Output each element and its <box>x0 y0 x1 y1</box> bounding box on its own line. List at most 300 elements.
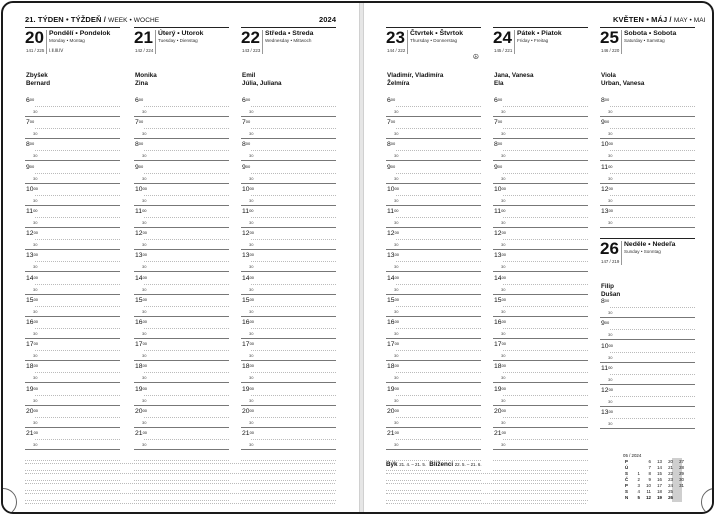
hour-number: 6 <box>26 97 30 104</box>
hour-number: 15 <box>26 296 34 304</box>
wd-hour-label <box>387 275 399 282</box>
day-name-alt: Tuesday • Dienstag <box>158 38 198 43</box>
hour-line <box>241 405 336 406</box>
planner-spread <box>1 1 714 514</box>
half-hour-label: 30 <box>142 242 147 248</box>
wd-hour-label <box>242 386 254 393</box>
hour-minutes: 00 <box>394 385 400 391</box>
nameday-name: Vladimír, Vladimíra <box>387 72 444 79</box>
nameday-name: Urban, Vanesa <box>601 79 645 87</box>
notes-line[interactable] <box>493 480 588 481</box>
hour-line <box>493 294 588 295</box>
mini-day: 11 <box>646 489 651 494</box>
wd-hour-label <box>242 319 254 326</box>
quarter-line <box>35 261 120 262</box>
quarter-line <box>396 417 481 418</box>
hour-number: 16 <box>26 319 34 326</box>
hour-number: 13 <box>26 252 34 260</box>
half-hour-label: 30 <box>249 175 254 181</box>
wd-hour-label <box>494 208 506 215</box>
half-hour-label: 30 <box>394 419 399 425</box>
wd-hour-label <box>135 186 147 193</box>
day-name-alt: Wednesday • Mittwoch <box>265 38 312 43</box>
hour-minutes: 00 <box>249 319 255 324</box>
half-hour-label: 30 <box>501 242 506 248</box>
mini-day: 30 <box>679 477 684 482</box>
wd-hour-label <box>387 164 395 171</box>
nameday-names <box>601 283 620 298</box>
half-hour-label: 30 <box>501 331 506 336</box>
week-header <box>25 15 159 24</box>
hour-line <box>241 294 336 295</box>
hour-minutes: 00 <box>394 274 400 280</box>
hour-minutes: 00 <box>497 141 503 147</box>
day-header-divider <box>46 30 47 54</box>
half-hour-label: 30 <box>249 375 254 381</box>
wd-hour-label <box>494 430 506 437</box>
mini-day: 31 <box>679 483 684 488</box>
hour-line <box>241 138 336 139</box>
hour-line <box>134 449 229 450</box>
hour-number: 20 <box>387 407 395 415</box>
mini-day: 14 <box>657 465 662 470</box>
hour-number: 20 <box>26 407 34 415</box>
day-of-year: 144 / 222 <box>387 48 406 53</box>
quarter-line <box>144 128 229 129</box>
hour-line <box>386 316 481 317</box>
quarter-line <box>503 239 588 240</box>
hour-minutes: 00 <box>33 385 39 391</box>
quarter-line <box>35 284 120 285</box>
notes-line[interactable] <box>134 470 229 471</box>
hour-minutes: 00 <box>33 341 39 347</box>
half-hour-label: 30 <box>608 175 613 181</box>
mini-day: 3 <box>637 483 640 488</box>
hour-line <box>386 205 481 206</box>
hour-line <box>241 205 336 206</box>
hour-line <box>493 138 588 139</box>
day-column-20 <box>25 27 120 497</box>
hour-line <box>493 449 588 450</box>
quarter-line <box>251 284 336 285</box>
quarter-line <box>503 284 588 285</box>
mini-weekday: Č <box>625 477 629 482</box>
wd-hour-label <box>387 119 395 126</box>
half-hour-label: 30 <box>501 109 506 114</box>
quarter-line <box>396 395 481 396</box>
half-hour-label: 30 <box>608 399 613 404</box>
notes-line[interactable] <box>134 480 229 481</box>
notes-line[interactable] <box>134 490 229 491</box>
wd-hour-label <box>494 297 506 304</box>
notes-line[interactable] <box>386 480 481 481</box>
mini-day: 28 <box>679 465 684 470</box>
hour-number: 19 <box>494 385 502 393</box>
hour-number: 16 <box>135 319 143 326</box>
notes-line-wide[interactable] <box>25 503 335 504</box>
day-column-25 <box>600 27 695 497</box>
hour-number: 17 <box>387 341 395 349</box>
zodiac-blizenci-dates: 22. 5. – 21. 6. <box>454 462 482 467</box>
quarter-line <box>251 350 336 351</box>
mini-day: 6 <box>648 459 651 464</box>
wd-hour-label <box>242 230 254 237</box>
half-hour-label: 30 <box>608 354 613 360</box>
half-hour-label: 30 <box>33 353 38 359</box>
half-hour-label: 30 <box>33 397 38 403</box>
half-hour-label: 30 <box>33 220 38 225</box>
hour-line <box>600 406 695 407</box>
half-hour-label: 30 <box>608 376 613 382</box>
mini-day: 29 <box>679 471 684 476</box>
notes-line[interactable] <box>241 460 336 461</box>
wd-hour-label <box>494 363 506 370</box>
notes-line-right[interactable] <box>386 503 586 504</box>
quarter-line <box>35 128 120 129</box>
hour-minutes: 00 <box>604 298 610 304</box>
nameday-name: Dušan <box>601 290 621 298</box>
hour-line <box>600 362 695 363</box>
wd-hour-label <box>387 386 399 393</box>
mini-day: 26 <box>668 495 673 500</box>
notes-line-right[interactable] <box>386 483 586 484</box>
hour-minutes: 00 <box>394 341 400 347</box>
hour-minutes: 00 <box>394 185 400 191</box>
hour-line <box>493 249 588 250</box>
month-header <box>613 15 706 24</box>
hour-number: 10 <box>601 141 609 149</box>
quarter-line <box>144 106 229 107</box>
notes-line[interactable] <box>493 490 588 491</box>
hour-minutes: 00 <box>142 319 148 324</box>
notes-line-wide[interactable] <box>25 493 335 494</box>
we-hour-label <box>601 320 609 327</box>
half-hour-label: 30 <box>142 175 147 181</box>
quarter-line <box>503 439 588 440</box>
hour-line <box>134 160 229 161</box>
hour-number: 7 <box>494 119 498 127</box>
hour-line <box>134 316 229 317</box>
hour-line <box>493 316 588 317</box>
mini-day: 17 <box>657 483 662 488</box>
wd-hour-label <box>494 341 506 348</box>
hour-line <box>134 138 229 139</box>
half-hour-label: 30 <box>33 442 38 447</box>
hour-minutes: 00 <box>501 208 506 213</box>
half-hour-label: 30 <box>501 220 506 225</box>
notes-line[interactable] <box>493 470 588 471</box>
hour-line <box>493 160 588 161</box>
we-hour-label <box>601 387 613 394</box>
wd-hour-label <box>135 97 143 104</box>
notes-line-wide[interactable] <box>25 463 335 464</box>
hour-number: 9 <box>242 163 246 171</box>
notes-line[interactable] <box>25 490 120 491</box>
hour-minutes: 00 <box>33 296 39 302</box>
hour-minutes: 00 <box>142 252 148 258</box>
quarter-line <box>144 173 229 174</box>
hour-line <box>25 271 120 272</box>
hour-number: 11 <box>601 364 609 372</box>
notes-line[interactable] <box>25 480 120 481</box>
hour-line <box>25 183 120 184</box>
wd-hour-label <box>26 230 38 237</box>
hour-line <box>241 360 336 361</box>
hour-minutes: 00 <box>142 230 148 236</box>
hour-number: 17 <box>26 341 34 349</box>
wd-hour-label <box>26 430 38 437</box>
we-hour-label <box>601 343 613 350</box>
day-column-22 <box>241 27 336 497</box>
hour-minutes: 00 <box>608 387 614 392</box>
notes-line[interactable] <box>493 460 588 461</box>
hour-number: 14 <box>135 274 143 282</box>
quarter-line <box>35 173 120 174</box>
moon-phase-text: Ⅰ.Ⅱ.Ⅲ.Ⅳ <box>49 48 64 53</box>
hour-number: 10 <box>135 185 143 193</box>
hour-minutes: 00 <box>390 119 396 125</box>
wd-hour-label <box>494 275 506 282</box>
hour-number: 11 <box>601 163 609 171</box>
hour-line <box>386 294 481 295</box>
notes-line[interactable] <box>134 500 229 501</box>
quarter-line <box>251 239 336 240</box>
hour-line <box>25 160 120 161</box>
half-hour-label: 30 <box>249 331 254 336</box>
notes-line-wide[interactable] <box>25 483 335 484</box>
hour-minutes: 00 <box>245 141 251 147</box>
wd-hour-label <box>387 186 399 193</box>
we-hour-label <box>601 365 613 372</box>
hour-number: 7 <box>387 119 391 127</box>
day-header-divider <box>621 241 622 265</box>
mini-day: 7 <box>648 465 651 470</box>
hour-minutes: 00 <box>608 342 614 348</box>
hour-line <box>493 427 588 428</box>
half-hour-label: 30 <box>501 353 506 359</box>
notes-line-wide[interactable] <box>25 473 335 474</box>
half-hour-label: 30 <box>33 153 38 159</box>
notes-line[interactable] <box>25 460 120 461</box>
wd-hour-label <box>26 363 38 370</box>
hour-line <box>134 271 229 272</box>
hour-number: 8 <box>387 141 391 149</box>
half-hour-label: 30 <box>394 175 399 181</box>
quarter-line <box>35 106 120 107</box>
wd-hour-label <box>494 386 506 393</box>
quarter-line <box>396 195 481 196</box>
hour-number: 6 <box>387 97 391 104</box>
hour-number: 8 <box>494 141 498 149</box>
day-name-alt: Thursday • Donnerstag <box>410 38 458 43</box>
hour-number: 9 <box>26 163 30 171</box>
half-hour-label: 30 <box>394 375 399 381</box>
hour-minutes: 00 <box>394 252 400 258</box>
hour-minutes: 00 <box>142 208 147 213</box>
half-hour-label: 30 <box>33 109 38 114</box>
half-hour-label: 30 <box>501 175 506 181</box>
quarter-line <box>251 217 336 218</box>
notes-line[interactable] <box>241 500 336 501</box>
hour-number: 17 <box>135 341 143 349</box>
wd-hour-label <box>135 386 147 393</box>
quarter-line <box>251 328 336 329</box>
quarter-line <box>251 306 336 307</box>
we-hour-label <box>601 298 609 305</box>
quarter-line <box>610 329 695 330</box>
hour-line <box>600 384 695 385</box>
hour-minutes: 00 <box>501 407 507 413</box>
day-header-divider <box>262 30 263 54</box>
mini-day: 27 <box>679 459 684 464</box>
mini-day: 23 <box>668 477 673 482</box>
hour-minutes: 00 <box>33 208 38 213</box>
mini-day: 10 <box>646 483 651 488</box>
hour-line <box>25 405 120 406</box>
corner-bottom-right <box>701 488 714 514</box>
hour-number: 10 <box>387 185 395 193</box>
wd-hour-label <box>242 119 250 126</box>
hour-line <box>25 382 120 383</box>
half-hour-label: 30 <box>142 353 147 359</box>
quarter-line <box>251 150 336 151</box>
mini-day: 4 <box>637 489 640 494</box>
mini-day: 16 <box>657 477 662 482</box>
day-name: Čtvrtek • Štvrtok <box>410 30 463 37</box>
notes-line-right[interactable] <box>386 493 586 494</box>
notes-line[interactable] <box>386 490 481 491</box>
nameday-name: Emil <box>242 72 256 79</box>
day-number: 20 <box>25 28 44 47</box>
zodiac-footer <box>386 461 482 468</box>
notes-line[interactable] <box>25 500 120 501</box>
half-hour-label: 30 <box>33 375 38 381</box>
day-of-year: 143 / 223 <box>242 48 261 53</box>
hour-number: 9 <box>135 163 139 171</box>
hour-minutes: 00 <box>142 341 148 347</box>
day-name: Pátek • Piatok <box>517 30 562 37</box>
notes-line[interactable] <box>25 470 120 471</box>
hour-minutes: 00 <box>249 341 255 347</box>
hour-number: 21 <box>387 430 395 437</box>
quarter-line <box>503 217 588 218</box>
hour-minutes: 00 <box>394 230 400 236</box>
hour-minutes: 00 <box>390 141 396 147</box>
hour-number: 12 <box>242 230 250 238</box>
hour-line <box>134 360 229 361</box>
quarter-line <box>144 417 229 418</box>
hour-minutes: 00 <box>394 319 400 324</box>
wd-hour-label <box>242 430 254 437</box>
quarter-line <box>503 173 588 174</box>
hour-line <box>241 227 336 228</box>
hour-line <box>386 183 481 184</box>
hour-minutes: 00 <box>142 430 148 435</box>
hour-number: 18 <box>242 363 250 371</box>
wd-hour-label <box>26 141 34 148</box>
half-hour-label: 30 <box>501 397 506 403</box>
hour-number: 12 <box>601 387 609 394</box>
wd-hour-label <box>494 186 506 193</box>
hour-line <box>134 405 229 406</box>
wd-hour-label <box>26 386 38 393</box>
notes-line-right[interactable] <box>386 473 586 474</box>
hour-line <box>25 338 120 339</box>
quarter-line <box>503 195 588 196</box>
hour-minutes: 00 <box>33 363 39 369</box>
notes-line[interactable] <box>386 470 481 471</box>
mini-day: 20 <box>668 459 673 464</box>
half-hour-label: 30 <box>33 286 38 292</box>
hour-minutes: 00 <box>501 385 507 391</box>
notes-line[interactable] <box>386 500 481 501</box>
nameday-names <box>494 72 534 87</box>
hour-minutes: 00 <box>29 119 35 125</box>
hour-minutes: 00 <box>33 230 39 236</box>
hour-minutes: 00 <box>249 296 255 302</box>
half-hour-label: 30 <box>249 109 254 114</box>
half-hour-label: 30 <box>249 397 254 403</box>
half-hour-label: 30 <box>394 331 399 336</box>
quarter-line <box>610 307 695 308</box>
hour-minutes: 00 <box>249 363 255 369</box>
mini-day: 2 <box>637 477 640 482</box>
wd-hour-label <box>242 297 254 304</box>
wd-hour-label <box>26 275 38 282</box>
hour-line <box>493 271 588 272</box>
quarter-line <box>396 306 481 307</box>
notes-line[interactable] <box>493 500 588 501</box>
hour-number: 18 <box>387 363 395 371</box>
hour-line <box>241 382 336 383</box>
hour-number: 9 <box>387 163 391 171</box>
hour-line <box>493 360 588 361</box>
hour-number: 12 <box>494 230 502 238</box>
half-hour-label: 30 <box>608 310 613 316</box>
hour-number: 19 <box>387 385 395 393</box>
wd-hour-label <box>242 275 254 282</box>
wd-hour-label <box>242 252 254 259</box>
hour-number: 11 <box>494 208 502 215</box>
half-hour-label: 30 <box>394 242 399 248</box>
quarter-line <box>396 284 481 285</box>
mini-day: 24 <box>668 483 673 488</box>
hour-line <box>134 183 229 184</box>
wd-hour-label <box>387 363 399 370</box>
notes-line[interactable] <box>241 490 336 491</box>
hour-line <box>493 227 588 228</box>
notes-line[interactable] <box>134 460 229 461</box>
hour-line <box>493 116 588 117</box>
notes-line[interactable] <box>241 480 336 481</box>
hour-number: 13 <box>494 252 502 260</box>
hour-number: 13 <box>242 252 250 260</box>
quarter-line <box>35 150 120 151</box>
hour-minutes: 00 <box>245 163 251 169</box>
half-hour-label: 30 <box>608 220 613 225</box>
hour-minutes: 00 <box>394 296 400 302</box>
notes-line[interactable] <box>241 470 336 471</box>
quarter-line <box>610 374 695 375</box>
hour-number: 13 <box>387 252 395 260</box>
wd-hour-label <box>135 230 147 237</box>
spine <box>359 3 364 512</box>
quarter-line <box>35 306 120 307</box>
wd-hour-label <box>387 230 399 237</box>
hour-minutes: 00 <box>608 409 614 415</box>
hour-line <box>25 294 120 295</box>
half-hour-label: 30 <box>249 220 254 225</box>
